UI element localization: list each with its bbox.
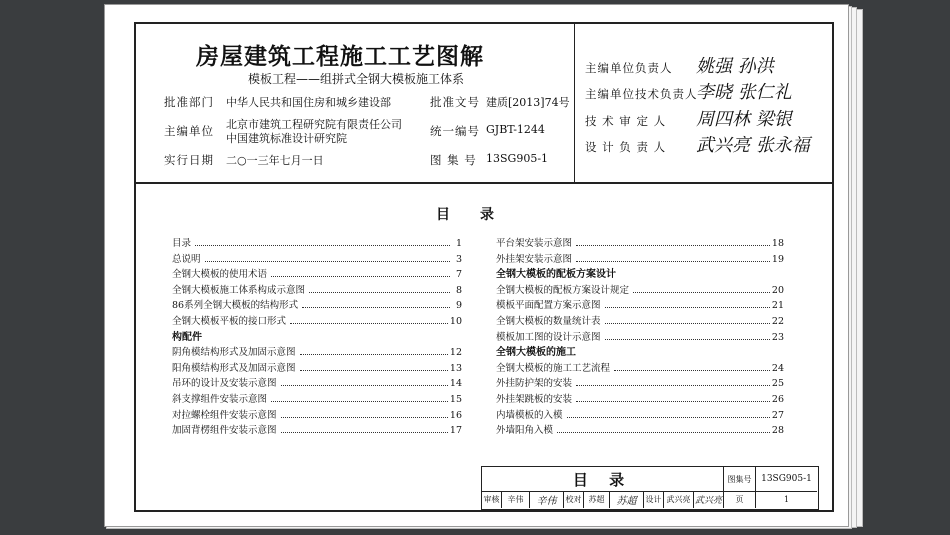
title-block-atlas-label: 图集号 xyxy=(724,467,756,491)
toc-leader-dots xyxy=(271,276,450,277)
approve-doc-value: 建质[2013]74号 xyxy=(486,96,570,109)
toc-entry[interactable] xyxy=(496,330,784,346)
toc-entry-page: 1 xyxy=(455,238,462,249)
toc-entry-page: 13 xyxy=(449,362,462,374)
toc-section-heading[interactable] xyxy=(496,345,784,361)
design-name: 武兴亮 xyxy=(664,491,694,508)
toc-entry[interactable] xyxy=(496,392,784,408)
toc-entry-page: 19 xyxy=(771,253,784,265)
toc-entry-title: 阴角模结构形式及加固示意图 xyxy=(172,347,296,359)
check-signature: 苏超 xyxy=(610,491,644,508)
toc-entry[interactable] xyxy=(172,408,462,424)
toc-entry[interactable] xyxy=(172,252,462,268)
toc-title: 目录 xyxy=(436,207,524,223)
atlas-no-label: 图 集 号 xyxy=(430,153,477,167)
chief-unit-value-2: 中国建筑标准设计研究院 xyxy=(226,132,347,145)
unified-no-label: 统一编号 xyxy=(430,124,480,138)
toc-entry-title: 斜支撑组件安装示意图 xyxy=(172,393,268,405)
approve-dept-value: 中华人民共和国住房和城乡建设部 xyxy=(226,96,391,109)
toc-entry-title: 阳角模结构形式及加固示意图 xyxy=(172,362,296,374)
toc-entry-page: 17 xyxy=(449,425,462,437)
toc-entry[interactable] xyxy=(172,392,462,408)
toc-entry-page: 24 xyxy=(771,362,784,374)
toc-entry[interactable] xyxy=(496,252,784,268)
toc-leader-dots xyxy=(614,370,770,371)
role-label-2: 主编单位技术负责人 xyxy=(585,87,698,101)
toc-leader-dots xyxy=(271,401,448,402)
page-label: 页 xyxy=(724,491,756,508)
document-subtitle: 模板工程——组拼式全钢大模板施工体系 xyxy=(248,72,465,86)
toc-entry[interactable] xyxy=(172,345,462,361)
chief-unit-value-1: 北京市建筑工程研究院有限责任公司 xyxy=(226,118,402,131)
toc-entry-title: 内墙模板的入模 xyxy=(496,409,563,421)
toc-entry[interactable] xyxy=(172,423,462,439)
toc-leader-dots xyxy=(281,385,448,386)
toc-entry[interactable] xyxy=(172,298,462,314)
toc-leader-dots xyxy=(605,307,770,308)
toc-entry-page: 22 xyxy=(771,315,784,327)
toc-entry-title: 全钢大模板平板的接口形式 xyxy=(172,315,287,327)
toc-heading-text: 构配件 xyxy=(172,331,202,343)
toc-leader-dots xyxy=(576,261,770,262)
toc-entry-page: 10 xyxy=(449,315,462,327)
toc-leader-dots xyxy=(576,385,770,386)
toc-entry[interactable] xyxy=(496,298,784,314)
approve-dept-label: 批准部门 xyxy=(164,95,214,109)
title-block xyxy=(481,466,819,510)
toc-entry-title: 对拉螺栓组件安装示意图 xyxy=(172,409,277,421)
toc-entry[interactable] xyxy=(496,361,784,377)
toc-entry-title: 外挂架安装示意图 xyxy=(496,253,573,265)
toc-entry[interactable] xyxy=(496,314,784,330)
role-label-4: 设 计 负 责 人 xyxy=(585,140,667,154)
role-signature-3: 周四林 梁银 xyxy=(696,109,792,130)
toc-entry[interactable] xyxy=(172,267,462,283)
check-name: 苏超 xyxy=(584,491,610,508)
toc-entry[interactable] xyxy=(496,408,784,424)
toc-entry-page: 27 xyxy=(771,409,784,421)
toc-entry-title: 外墙阳角入模 xyxy=(496,425,554,437)
toc-leader-dots xyxy=(557,432,770,433)
toc-entry[interactable] xyxy=(172,361,462,377)
design-signature: 武兴亮 xyxy=(694,491,724,508)
toc-entry-page: 25 xyxy=(771,378,784,390)
toc-entry-page: 3 xyxy=(455,253,462,265)
toc-leader-dots xyxy=(576,245,770,246)
toc-left-column xyxy=(172,236,462,439)
toc-entry-page: 8 xyxy=(455,284,462,296)
toc-leader-dots xyxy=(281,432,448,433)
toc-entry-page: 23 xyxy=(771,331,784,343)
document-title: 房屋建筑工程施工工艺图解 xyxy=(196,44,484,70)
toc-entry[interactable] xyxy=(496,423,784,439)
toc-entry-title: 86系列全钢大模板的结构形式 xyxy=(172,300,299,312)
role-label-1: 主编单位负责人 xyxy=(585,61,673,75)
chief-unit-label: 主编单位 xyxy=(164,124,214,138)
title-block-name: 目 录 xyxy=(482,467,724,491)
toc-entry-title: 全钢大模板的施工工艺流程 xyxy=(496,362,611,374)
drawing-frame xyxy=(134,22,834,512)
toc-heading-text: 全钢大模板的配板方案设计 xyxy=(496,269,616,281)
document-page xyxy=(104,4,849,527)
page-value: 1 xyxy=(783,495,790,504)
toc-entry-page: 18 xyxy=(771,238,784,249)
atlas-no-value: 13SG905-1 xyxy=(486,152,549,165)
design-label: 设计 xyxy=(644,491,664,508)
toc-entry-title: 平台架安装示意图 xyxy=(496,238,573,249)
title-block-atlas-value: 13SG905-1 xyxy=(761,474,812,484)
review-label: 审核 xyxy=(482,491,502,508)
header-divider xyxy=(574,24,575,182)
toc-entry-title: 模板加工图的设计示意图 xyxy=(496,331,601,343)
toc-leader-dots xyxy=(633,292,770,293)
toc-leader-dots xyxy=(290,323,448,324)
approve-doc-label: 批准文号 xyxy=(430,95,480,109)
toc-leader-dots xyxy=(281,417,448,418)
toc-entry-title: 目录 xyxy=(172,238,192,249)
toc-entry[interactable] xyxy=(172,314,462,330)
toc-heading-text: 全钢大模板的施工 xyxy=(496,347,576,359)
toc-entry-page: 12 xyxy=(449,347,462,359)
toc-leader-dots xyxy=(300,354,448,355)
review-signature: 辛伟 xyxy=(530,491,564,508)
impl-date-value: 二○一三年七月一日 xyxy=(226,154,324,167)
toc-leader-dots xyxy=(576,401,770,402)
toc-entry-title: 外挂架跳板的安装 xyxy=(496,393,573,405)
role-signature-1: 姚强 孙洪 xyxy=(696,56,774,77)
toc-right-column xyxy=(496,236,784,439)
toc-leader-dots xyxy=(300,370,448,371)
toc-entry-page: 14 xyxy=(449,378,462,390)
unified-no-value: GJBT-1244 xyxy=(486,123,545,136)
toc-entry-page: 16 xyxy=(449,409,462,421)
role-signature-2: 李晓 张仁礼 xyxy=(696,82,792,103)
toc-entry-title: 全钢大模板的配板方案设计规定 xyxy=(496,284,630,296)
toc-leader-dots xyxy=(605,323,770,324)
header-block xyxy=(136,24,832,184)
impl-date-label: 实行日期 xyxy=(164,153,214,167)
toc-entry[interactable] xyxy=(172,236,462,252)
role-label-3: 技 术 审 定 人 xyxy=(585,114,667,128)
toc-entry-page: 7 xyxy=(455,269,462,281)
toc-entry-title: 外挂防护架的安装 xyxy=(496,378,573,390)
toc-entry-page: 15 xyxy=(449,393,462,405)
role-signature-4: 武兴亮 张永福 xyxy=(696,135,810,156)
toc-entry-page: 26 xyxy=(771,393,784,405)
toc-entry-title: 加固背楞组件安装示意图 xyxy=(172,425,277,437)
toc-entry[interactable] xyxy=(172,283,462,299)
toc-leader-dots xyxy=(205,261,450,262)
toc-leader-dots xyxy=(605,339,770,340)
toc-entry[interactable] xyxy=(496,376,784,392)
toc-leader-dots xyxy=(567,417,770,418)
toc-leader-dots xyxy=(309,292,450,293)
toc-entry-title: 全钢大模板的使用术语 xyxy=(172,269,268,281)
toc-entry-page: 20 xyxy=(771,284,784,296)
toc-entry[interactable] xyxy=(496,236,784,252)
toc-entry-title: 全钢大模板施工体系构成示意图 xyxy=(172,284,306,296)
toc-entry[interactable] xyxy=(496,283,784,299)
toc-entry-page: 9 xyxy=(455,300,462,312)
toc-entry-page: 21 xyxy=(771,300,784,312)
toc-section-heading[interactable] xyxy=(496,267,784,283)
toc-leader-dots xyxy=(195,245,450,246)
toc-entry-title: 模板平面配置方案示意图 xyxy=(496,300,601,312)
review-name: 辛伟 xyxy=(502,491,530,508)
toc-entry-title: 总说明 xyxy=(172,253,201,265)
check-label: 校对 xyxy=(564,491,584,508)
toc-entry-title: 吊环的设计及安装示意图 xyxy=(172,378,277,390)
toc-entry-title: 全钢大模板的数量统计表 xyxy=(496,315,601,327)
toc-entry-page: 28 xyxy=(771,425,784,437)
toc-section-heading[interactable] xyxy=(172,330,462,346)
toc-entry[interactable] xyxy=(172,376,462,392)
toc-leader-dots xyxy=(302,307,450,308)
